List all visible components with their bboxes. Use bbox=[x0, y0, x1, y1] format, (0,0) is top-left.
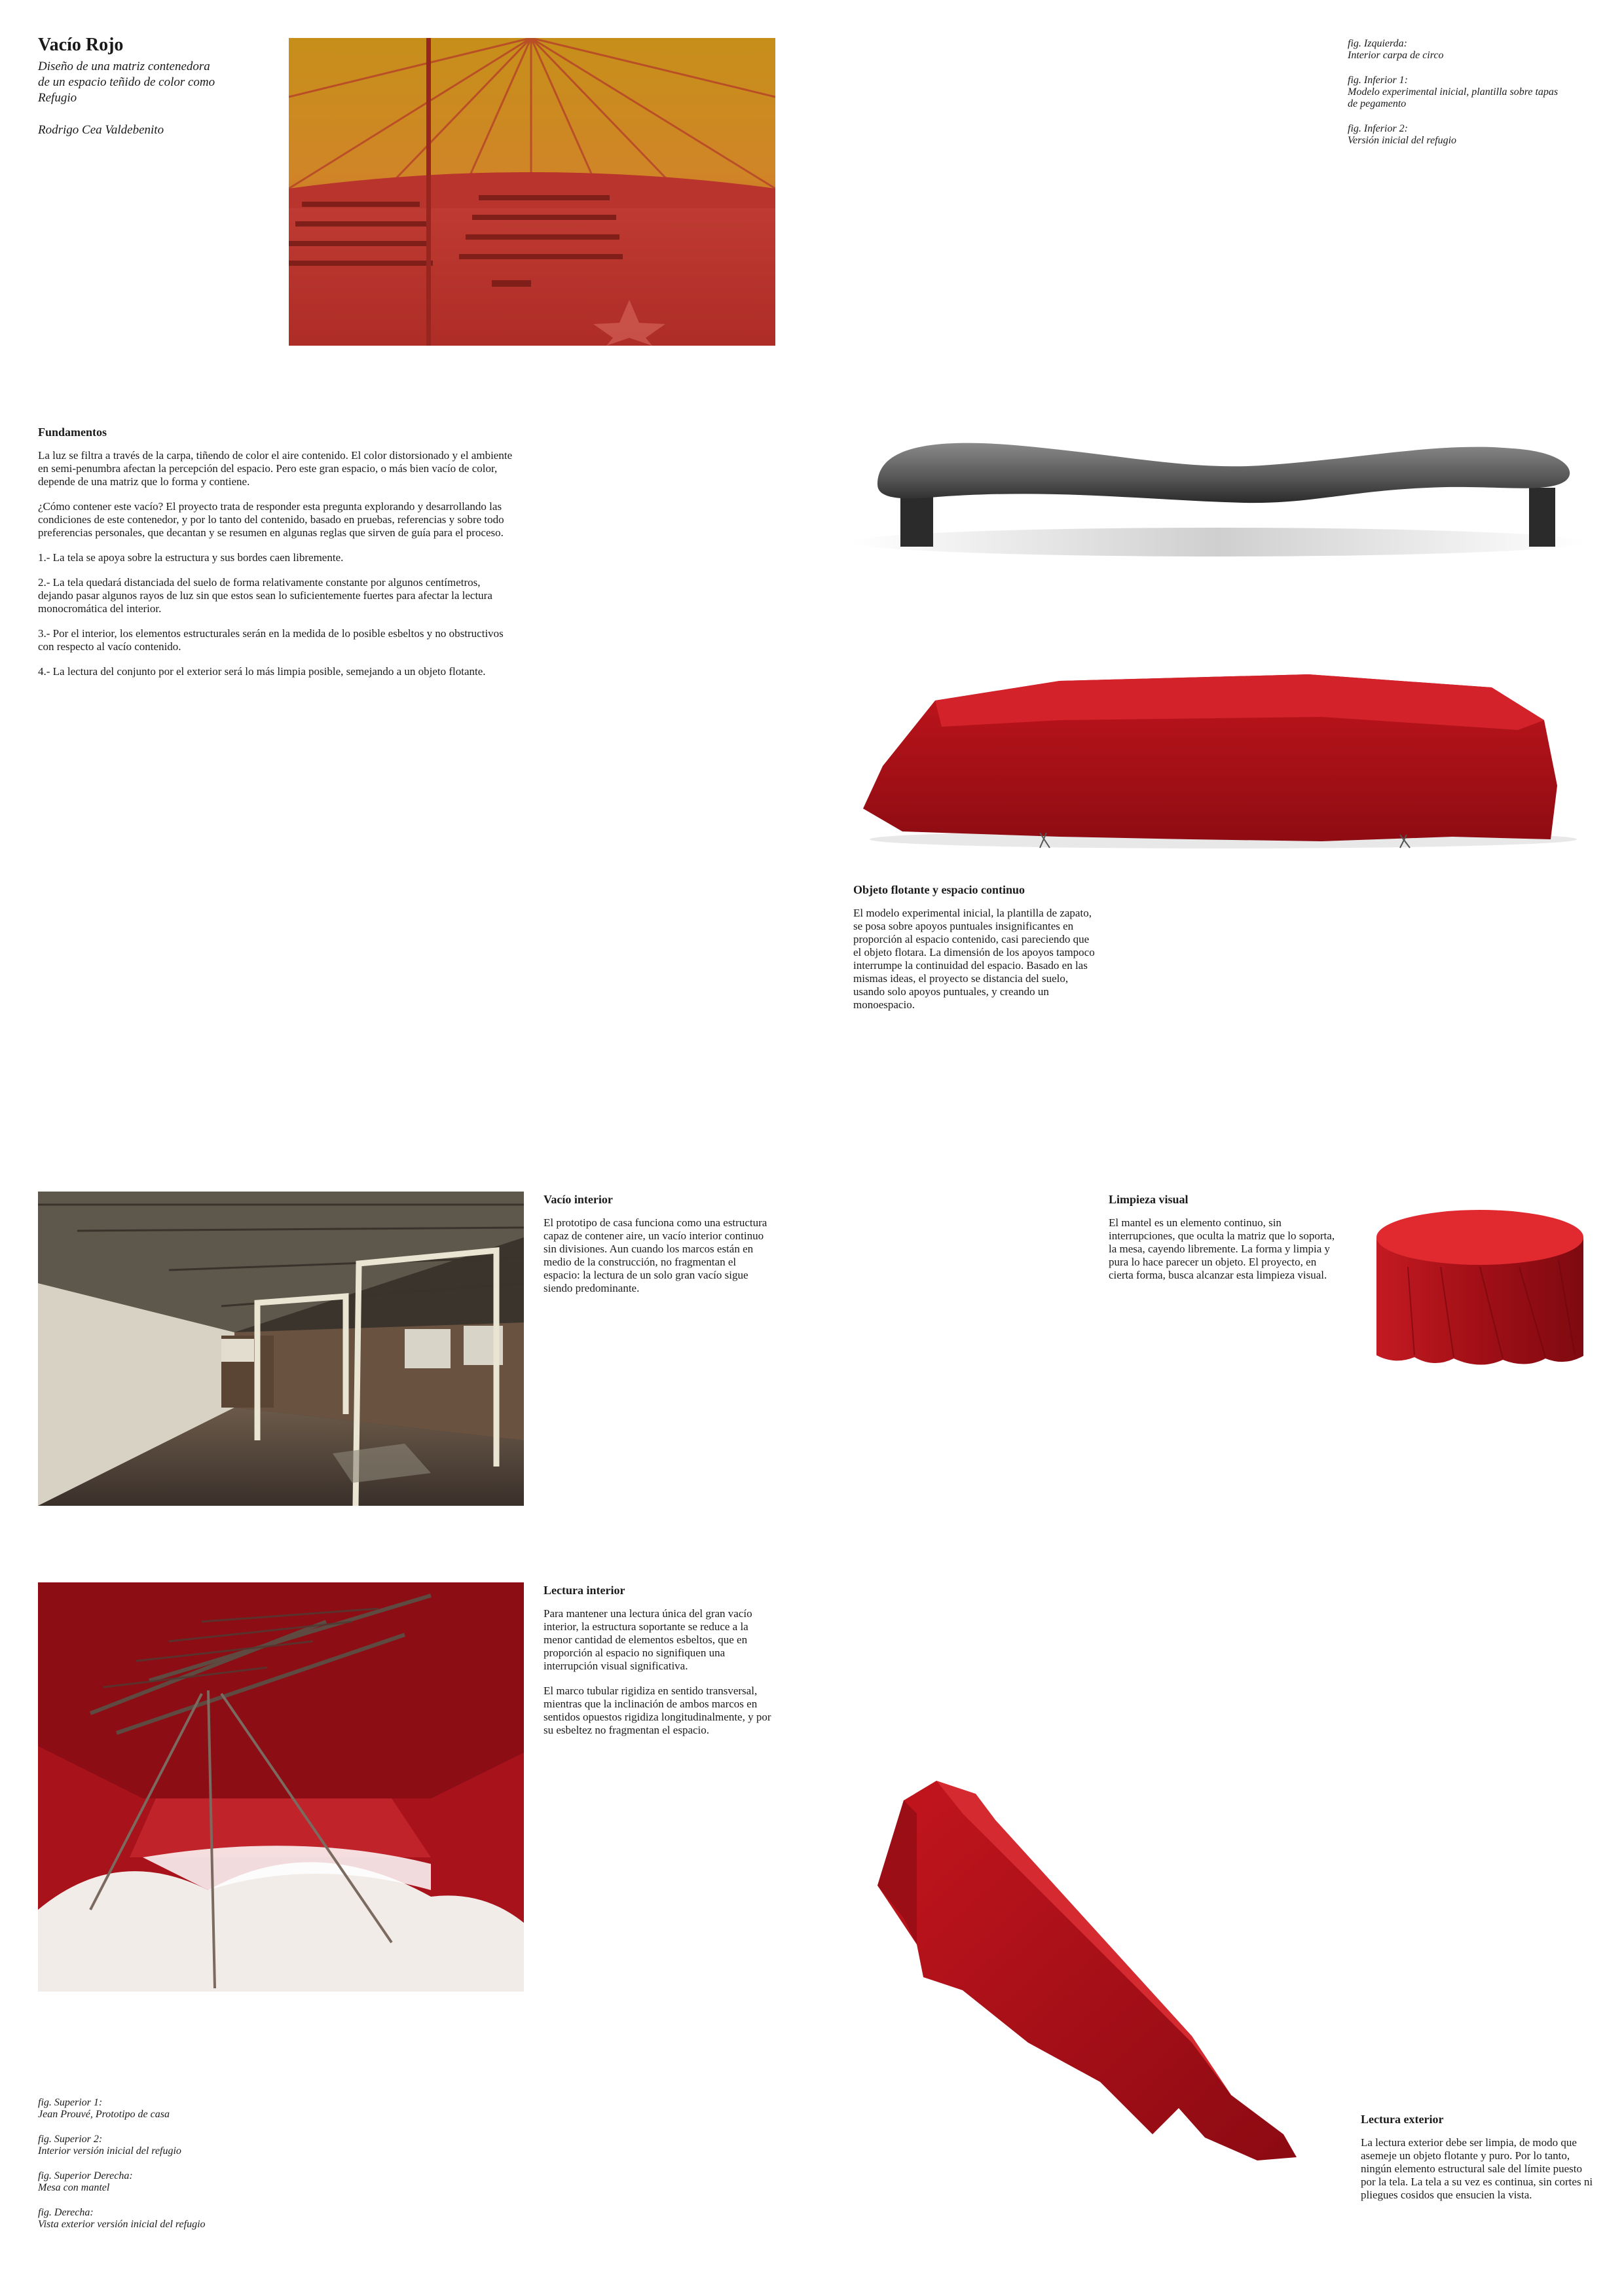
caption-label: fig. Superior 1: bbox=[38, 2097, 103, 2108]
caption-label: fig. Inferior 2: bbox=[1348, 123, 1408, 134]
caption-desc: Interior carpa de circo bbox=[1348, 50, 1444, 61]
paragraph: El prototipo de casa funciona como una estructura capaz de contener aire, un vacío interior continuo sin divisiones. Aun cuando los marcos están en medio de la construcción, no fragmentan el espacio: la lectura de un solo gran vacío sigue siendo predominante. bbox=[544, 1216, 767, 1294]
author: Rodrigo Cea Valdebenito bbox=[38, 123, 164, 137]
paragraph: El modelo experimental inicial, la plantilla de zapato, se posa sobre apoyos puntuales insignificantes en proporción al espacio contenido, casi pareciendo que el objeto flotara. La dimensión de los apoyos tampoco interrumpe la continuidad del espacio. Basado en las mismas ideas, el proyecto se distancia del suelo, usando solo apoyos puntuales, y creando un monoespacio. bbox=[853, 907, 1095, 1011]
section-heading: Fundamentos bbox=[38, 426, 107, 439]
header bbox=[38, 34, 287, 137]
page-subtitle bbox=[38, 59, 287, 106]
caption-item bbox=[38, 2097, 365, 2121]
paragraph: Para mantener una lectura única del gran vacío interior, la estructura soportante se reduce a la menor cantidad de elementos esbeltos, que en proporción al espacio no signifiquen una interrupción visual significativa. bbox=[544, 1607, 752, 1672]
paragraph: El mantel es un elemento continuo, sin interrupciones, que oculta la matriz que lo soporta, la mesa, cayendo libremente. La forma y limpia y pura lo hace parecer un objeto. El proyecto, en cierta forma, busca alcanzar esta limpieza visual. bbox=[1109, 1216, 1335, 1281]
caption-desc: Vista exterior versión inicial del refugio bbox=[38, 2219, 206, 2230]
caption-item bbox=[1348, 123, 1596, 147]
vacio-interior-section bbox=[544, 1192, 773, 1295]
caption-desc: Mesa con mantel bbox=[38, 2182, 110, 2193]
objeto-flotante-section bbox=[853, 882, 1096, 1011]
paragraph: La luz se filtra a través de la carpa, tiñendo de color el aire contenido. El color distorsionado y el ambiente en semi-penumbra afectan la percepción del espacio. Pero este gran espacio, o más bien vacío de color, depende de una matriz que lo forma y contiene. bbox=[38, 449, 513, 488]
section-heading: Lectura exterior bbox=[1361, 2113, 1444, 2126]
tablecloth-photo bbox=[1369, 1201, 1591, 1375]
prouve-house-photo bbox=[38, 1192, 524, 1506]
section-heading: Objeto flotante y espacio continuo bbox=[853, 883, 1025, 896]
caption-item bbox=[1348, 75, 1596, 110]
limpieza-visual-section bbox=[1109, 1192, 1338, 1282]
caption-item bbox=[38, 2207, 365, 2231]
caption-label: fig. Inferior 1: bbox=[1348, 75, 1408, 86]
fundamentos-section bbox=[38, 424, 516, 690]
caption-item bbox=[38, 2134, 365, 2157]
caption-desc: Interior versión inicial del refugio bbox=[38, 2145, 181, 2157]
paragraph: ¿Cómo contener este vacío? El proyecto trata de responder esta pregunta explorando y desarrollando las condiciones de este contenedor, y por lo tanto del contenido, basado en pruebas, referencias y sobre todo preferencias personales, que decantan y se resumen en algunas reglas que sirven de guía para el proceso. bbox=[38, 500, 504, 539]
caption-desc: Jean Prouvé, Prototipo de casa bbox=[38, 2109, 170, 2120]
paragraph: 3.- Por el interior, los elementos estructurales serán en la medida de lo posible esbeltos y no obstructivos con respecto al vacío contenido. bbox=[38, 627, 504, 653]
caption-label: fig. Derecha: bbox=[38, 2207, 94, 2218]
circus-tent-photo bbox=[289, 38, 775, 346]
refuge-exterior-photo bbox=[864, 1768, 1336, 2160]
caption-label: fig. Superior Derecha: bbox=[38, 2170, 133, 2181]
paragraph: 1.- La tela se apoya sobre la estructura y sus bordes caen libremente. bbox=[38, 551, 344, 564]
caption-item bbox=[1348, 38, 1596, 62]
paragraph: La lectura exterior debe ser limpia, de modo que asemeje un objeto flotante y puro. Por lo tanto, ningún elemento estructural sale del límite puesto por la tela. La tela a su vez es continua, sin cortes ni pliegues cosidos que ensucien la vista. bbox=[1361, 2136, 1593, 2201]
paragraph: 4.- La lectura del conjunto por el exterior será lo más limpia posible, semejando a un objeto flotante. bbox=[38, 665, 486, 678]
caption-item bbox=[38, 2170, 365, 2194]
subtitle-line: Refugio bbox=[38, 91, 77, 105]
captions-bottom bbox=[38, 2097, 365, 2244]
lectura-exterior-section bbox=[1361, 2111, 1593, 2202]
page-title: Vacío Rojo bbox=[38, 35, 124, 55]
captions-top bbox=[1348, 38, 1596, 160]
lectura-interior-section bbox=[544, 1582, 773, 1749]
caption-desc: Versión inicial del refugio bbox=[1348, 135, 1457, 146]
insole-model-photo bbox=[851, 432, 1585, 563]
refuge-interior-photo bbox=[38, 1582, 524, 1992]
caption-label: fig. Izquierda: bbox=[1348, 38, 1407, 49]
caption-desc: Modelo experimental inicial, plantilla sobre tapas de pegamento bbox=[1348, 86, 1559, 109]
subtitle-line: de un espacio teñido de color como bbox=[38, 75, 215, 89]
section-heading: Vacío interior bbox=[544, 1193, 613, 1206]
red-cloth-model-photo bbox=[863, 668, 1583, 854]
subtitle-line: Diseño de una matriz contenedora bbox=[38, 60, 210, 73]
section-heading: Limpieza visual bbox=[1109, 1193, 1189, 1206]
caption-label: fig. Superior 2: bbox=[38, 2134, 103, 2145]
section-heading: Lectura interior bbox=[544, 1584, 625, 1597]
paragraph: El marco tubular rigidiza en sentido transversal, mientras que la inclinación de ambos marcos en sentidos opuestos rigidiza longitudinalmente, y por su esbeltez no fragmentan el espacio. bbox=[544, 1685, 771, 1736]
paragraph: 2.- La tela quedará distanciada del suelo de forma relativamente constante por algunos centímetros, dejando pasar algunos rayos de luz sin que estos sean lo suficientemente fuertes para afectar la lectura monocromática del interior. bbox=[38, 576, 492, 615]
